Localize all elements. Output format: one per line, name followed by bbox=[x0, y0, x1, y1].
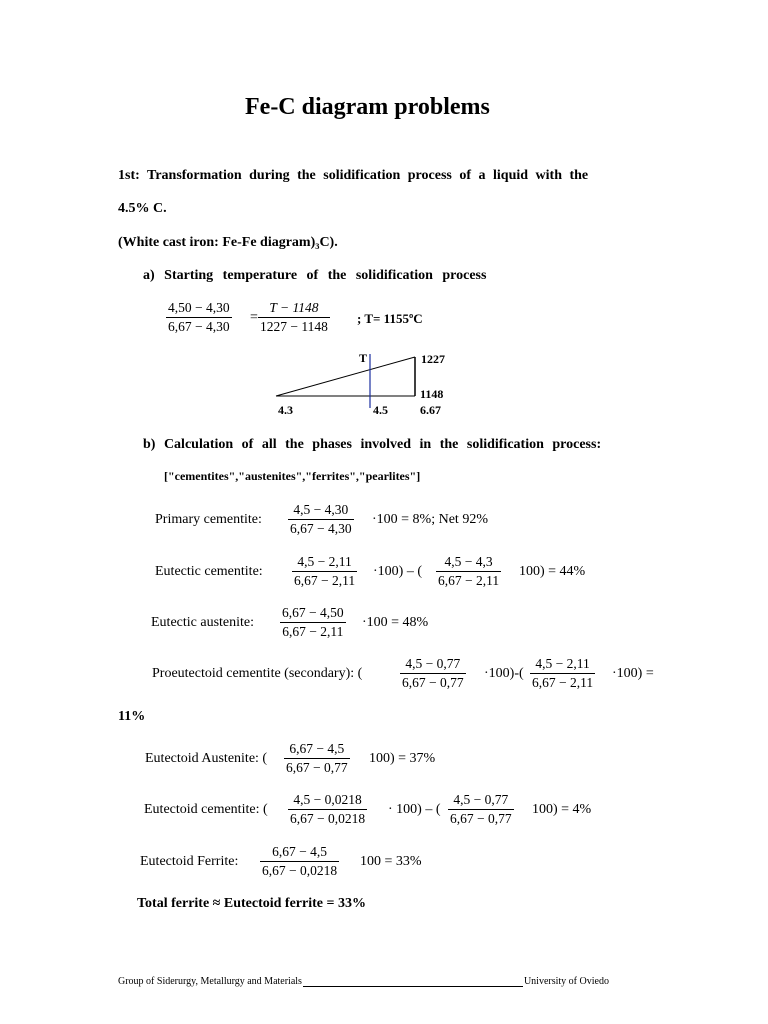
numerator: 4,5 − 0,0218 bbox=[293, 792, 362, 807]
denominator: 6,67 − 2,11 bbox=[280, 622, 346, 639]
numerator: 6,67 − 4,5 bbox=[289, 741, 345, 756]
calc-label: Eutectoid Austenite: ( bbox=[145, 751, 268, 766]
phases-list: ["cementites","austenites","ferrites","pearlites"] bbox=[164, 469, 421, 483]
total-ferrite: Total ferrite ≈ Eutectoid ferrite = 33% bbox=[137, 896, 366, 911]
page-title: Fe-C diagram problems bbox=[245, 94, 490, 120]
numerator: 4,5 − 0,77 bbox=[453, 792, 509, 807]
footer bbox=[118, 976, 609, 987]
fraction bbox=[288, 503, 354, 535]
numerator: 4,5 − 2,11 bbox=[535, 656, 590, 671]
calc-result-continued: 11% bbox=[118, 709, 146, 724]
denominator: 6,67 − 2,11 bbox=[294, 572, 356, 588]
fraction bbox=[288, 793, 367, 825]
footer-left: Group of Siderurgy, Metallurgy and Materials bbox=[118, 976, 302, 987]
fraction bbox=[284, 742, 350, 774]
fraction bbox=[166, 301, 232, 333]
calc-result: 100) = 44% bbox=[519, 564, 586, 579]
denominator: 6,67 − 0,77 bbox=[286, 759, 348, 775]
part-a-result: ; T= 1155ºC bbox=[357, 311, 423, 326]
numerator: 6,67 − 4,50 bbox=[282, 605, 344, 620]
diagram-label-1148: 1148 bbox=[420, 387, 444, 401]
problem-heading-text: 1st: Transformation during the solidification process of a liquid with the bbox=[118, 168, 589, 183]
numerator: 4,50 − 4,30 bbox=[168, 300, 230, 315]
fraction bbox=[280, 606, 346, 638]
diagram-label-4-3: 4.3 bbox=[278, 403, 293, 417]
denominator: 6,67 − 4,30 bbox=[168, 318, 230, 334]
calc-operator: ·100)-( bbox=[484, 666, 524, 681]
problem-heading bbox=[118, 168, 628, 184]
equals-sign: = bbox=[250, 310, 258, 325]
fraction bbox=[260, 845, 339, 877]
part-b-heading: b) Calculation of all the phases involved in the solidification process: bbox=[143, 437, 602, 452]
diagram-label-1227: 1227 bbox=[421, 352, 445, 366]
diagram-label-t: T bbox=[359, 351, 368, 365]
footer-right: University of Oviedo bbox=[523, 976, 609, 987]
fraction bbox=[436, 555, 501, 587]
liquidus-line bbox=[276, 357, 415, 396]
fraction bbox=[258, 301, 330, 333]
denominator: 6,67 − 0,77 bbox=[450, 810, 512, 826]
calc-result: 100) = 37% bbox=[369, 751, 436, 766]
denominator: 6,67 − 4,30 bbox=[290, 520, 352, 536]
calc-result: 100) = 4% bbox=[532, 802, 592, 817]
calc-result: ·100 = 48% bbox=[362, 615, 429, 630]
fraction bbox=[400, 657, 466, 689]
fraction bbox=[448, 793, 514, 825]
calc-label: Proeutectoid cementite (secondary): ( bbox=[152, 666, 363, 681]
denominator: 6,67 − 2,11 bbox=[532, 674, 594, 690]
calc-label: Primary cementite: bbox=[155, 512, 262, 527]
numerator: 4,5 − 4,3 bbox=[444, 554, 493, 569]
diagram-label-6-67: 6.67 bbox=[420, 403, 441, 417]
numerator: 6,67 − 4,5 bbox=[272, 844, 327, 859]
denominator: 1227 − 1148 bbox=[260, 318, 328, 334]
denominator: 6,67 − 0,0218 bbox=[290, 810, 366, 826]
problem-heading-line2: 4.5% C. bbox=[118, 201, 167, 216]
calc-result: 100 = 33% bbox=[360, 854, 422, 869]
fraction bbox=[530, 657, 595, 689]
diagram-label-4-5: 4.5 bbox=[373, 403, 388, 417]
calc-operator: · 100) – ( bbox=[388, 802, 441, 817]
calc-label: Eutectic cementite: bbox=[155, 564, 263, 579]
numerator: 4,5 − 2,11 bbox=[297, 554, 352, 569]
denominator: 6,67 − 2,11 bbox=[438, 572, 500, 588]
numerator: T − 1148 bbox=[269, 300, 319, 315]
part-a-heading: a) Starting temperature of the solidification process bbox=[143, 268, 487, 283]
calc-label: Eutectic austenite: bbox=[151, 615, 255, 630]
calc-result: ·100 = 8%; Net 92% bbox=[372, 512, 488, 527]
calc-result: ·100) = bbox=[612, 666, 654, 681]
numerator: 4,5 − 0,77 bbox=[405, 656, 461, 671]
problem-subheading: (White cast iron: Fe-Fe diagram)₃C). bbox=[118, 235, 338, 250]
fraction bbox=[292, 555, 357, 587]
calc-operator: ·100) – ( bbox=[373, 564, 422, 579]
numerator: 4,5 − 4,30 bbox=[293, 502, 349, 517]
calc-label: Eutectoid cementite: ( bbox=[144, 802, 268, 817]
denominator: 6,67 − 0,0218 bbox=[262, 862, 338, 878]
footer-rule bbox=[303, 977, 523, 987]
calc-label: Eutectoid Ferrite: bbox=[140, 854, 239, 869]
denominator: 6,67 − 0,77 bbox=[402, 674, 464, 690]
